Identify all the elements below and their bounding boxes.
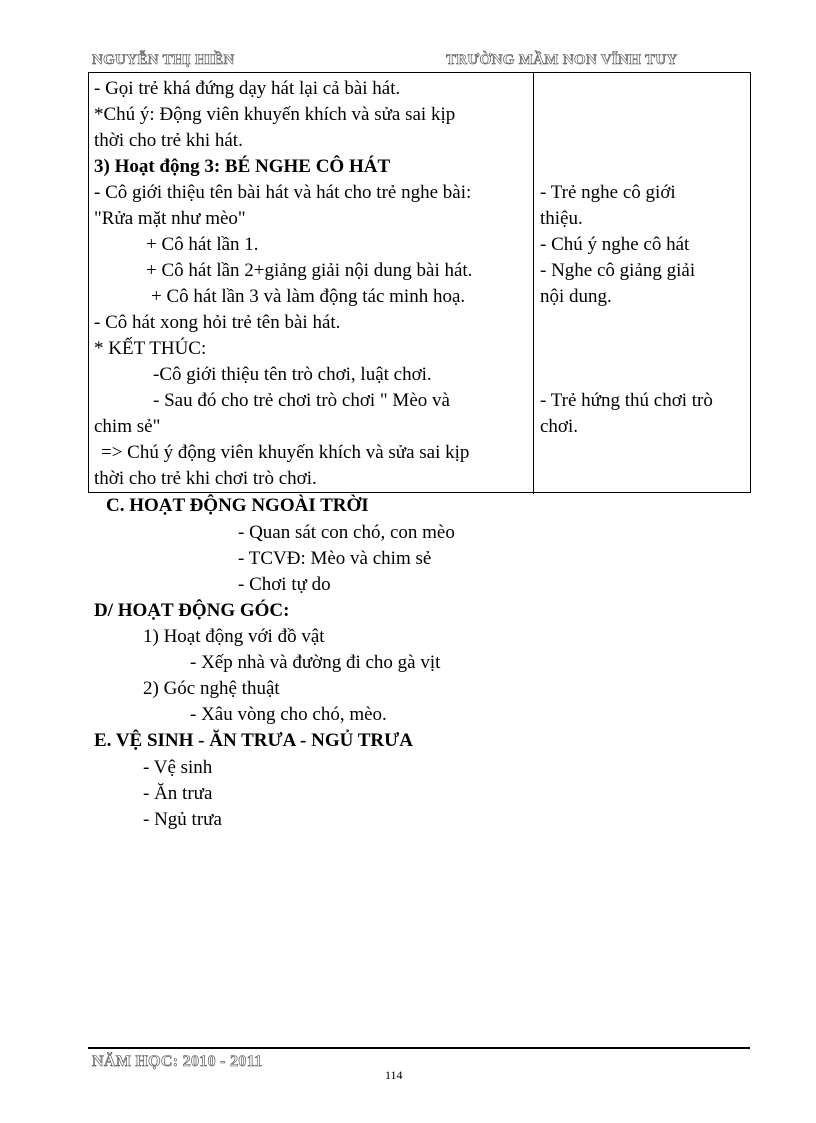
footer-school-year: NĂM HỌC: 2010 - 2011	[92, 1053, 263, 1070]
section-e-item: - Vệ sinh	[143, 757, 213, 778]
section-c-item: - Quan sát con chó, con mèo	[238, 522, 455, 543]
table-left-line: - Gọi trẻ khá đứng dạy hát lại cả bài hát.	[94, 78, 401, 99]
table-left-line: - Cô hát xong hỏi trẻ tên bài hát.	[94, 312, 341, 333]
table-left-line: - Sau đó cho trẻ chơi trò chơi " Mèo và	[153, 390, 450, 411]
table-left-line: thời cho trẻ khi hát.	[94, 130, 243, 151]
table-left-line: chim sẻ"	[94, 416, 161, 437]
table-left-line: "Rửa mặt như mèo"	[94, 208, 246, 229]
section-e-item: - Ăn trưa	[143, 783, 213, 804]
section-d-item: - Xâu vòng cho chó, mèo.	[190, 704, 387, 725]
table-right-line: chơi.	[540, 416, 579, 437]
table-right-line: nội dung.	[540, 286, 612, 307]
section-c-title: C. HOẠT ĐỘNG NGOÀI TRỜI	[106, 495, 369, 516]
table-right-line: - Trẻ hứng thú chơi trò	[540, 390, 713, 411]
header-teacher-name: NGUYỄN THỊ HIỀN	[92, 52, 235, 68]
section-c-item: - TCVĐ: Mèo và chim sẻ	[238, 548, 432, 569]
page-number: 114	[385, 1068, 403, 1082]
table-left-line: *Chú ý: Động viên khuyến khích và sửa sai kịp	[94, 104, 456, 125]
section-d-item: 2) Góc nghệ thuật	[143, 678, 280, 699]
table-left-line: + Cô hát lần 2+giảng giải nội dung bài hát.	[146, 260, 473, 281]
table-left-line: + Cô hát lần 1.	[146, 234, 259, 255]
section-e-item: - Ngủ trưa	[143, 809, 222, 830]
section-d-item: - Xếp nhà và đường đi cho gà vịt	[190, 652, 441, 673]
table-right-line: - Trẻ nghe cô giới	[540, 182, 676, 203]
table-left-line: -Cô giới thiệu tên trò chơi, luật chơi.	[153, 364, 432, 385]
table-left-line: - Cô giới thiệu tên bài hát và hát cho trẻ nghe bài:	[94, 182, 472, 203]
table-left-line: thời cho trẻ khi chơi trò chơi.	[94, 468, 317, 489]
footer-rule	[88, 1047, 750, 1049]
activity-3-heading: 3) Hoạt động 3: BÉ NGHE CÔ HÁT	[94, 156, 391, 177]
section-c-item: - Chơi tự do	[238, 574, 331, 595]
header-school-name: TRƯỜNG MẦM NON VĨNH TUY	[446, 52, 678, 68]
table-right-line: thiệu.	[540, 208, 583, 229]
table-right-line: - Nghe cô giảng giải	[540, 260, 696, 281]
section-d-item: 1) Hoạt động với đồ vật	[143, 626, 325, 647]
table-left-line: * KẾT THÚC:	[94, 338, 207, 359]
section-d-title: D/ HOẠT ĐỘNG GÓC:	[94, 600, 290, 621]
section-e-title: E. VỆ SINH - ĂN TRƯA - NGỦ TRƯA	[94, 730, 413, 751]
table-left-line: + Cô hát lần 3 và làm động tác minh hoạ.	[151, 286, 466, 307]
table-left-line: => Chú ý động viên khuyến khích và sửa sai kịp	[101, 442, 470, 463]
table-right-line: - Chú ý nghe cô hát	[540, 234, 690, 255]
table-column-divider	[533, 72, 534, 494]
